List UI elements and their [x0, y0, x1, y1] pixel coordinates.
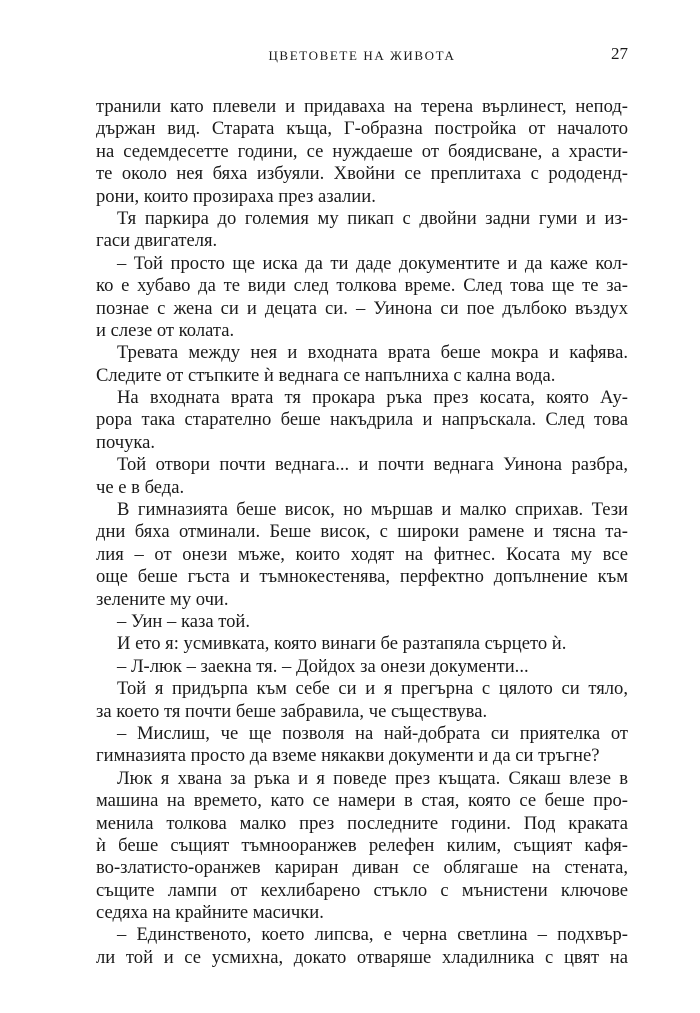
text-line: рони, които прозираха през азалии. [96, 185, 376, 207]
text-line: И ето я: усмивката, която винаги бе разтапяла сърцето ѝ. [117, 633, 567, 655]
text-line: държан вид. Старата къща, Г-образна постройка от началото [96, 118, 628, 140]
text-line: – Той просто ще иска да ти даде документите и да каже кол- [117, 252, 628, 274]
text-line: Люк я хвана за ръка и я поведе през къщата. Сякаш влезе в [117, 767, 628, 789]
text-line: Той я придърпа към себе си и я прегърна с цялото си тяло, [117, 678, 628, 700]
text-line: почука. [96, 431, 156, 453]
text-line: машина на времето, като се намери в стая, която се беше про- [96, 790, 628, 812]
text-line: менила толкова малко през последните години. Под краката [96, 812, 628, 834]
text-line: че е в беда. [96, 476, 185, 498]
body-text [96, 96, 628, 969]
text-line: В гимназията беше висок, но мършав и малко сприхав. Тези [117, 499, 628, 521]
text-line: ли той и се усмихна, докато отваряше хладилника с цвят на [96, 946, 628, 968]
text-line: – Уин – каза той. [117, 610, 250, 632]
text-line: Следите от стъпките ѝ веднага се напълниха с кална вода. [96, 364, 556, 386]
text-line: гимназията просто да вземе някакви документи и да си тръгне? [96, 745, 600, 767]
text-line: познае с жена си и децата си. – Уинона си пое дълбоко въздух [96, 297, 628, 319]
text-line: и слезе от колата. [96, 319, 235, 341]
text-line: седяха на крайните масички. [96, 902, 324, 924]
text-line: на седемдесетте години, се нуждаеше от боядисване, а храсти- [96, 140, 628, 162]
text-line: транили като плевели и придаваха на терена върлинест, непод- [96, 96, 628, 117]
text-line: още беше гъста и тъмнокестенява, перфектно допълнение към [96, 566, 628, 588]
text-line: същите лампи от кехлибарено стъкло с мънистени ключове [96, 879, 628, 901]
text-line: Той отвори почти веднага... и почти веднага Уинона разбра, [117, 454, 628, 476]
text-line: ѝ беше същият тъмнооранжев релефен килим, същият кафя- [96, 834, 628, 856]
page-number: 27 [611, 44, 628, 63]
text-line: ко е хубаво да те види след толкова време. След това ще те за- [96, 275, 628, 297]
text-line: – Мислиш, че ще позволя на най-добрата си приятелка от [117, 722, 628, 744]
running-head [96, 44, 628, 68]
text-line: Тя паркира до големия му пикап с двойни задни гуми и из- [117, 207, 628, 229]
running-title: ЦВЕТОВЕТЕ НА ЖИВОТА [268, 48, 456, 63]
text-line: гаси двигателя. [96, 230, 218, 252]
text-line: Тревата между нея и входната врата беше мокра и кафява. [117, 342, 628, 364]
text-line: во-златисто-оранжев кариран диван се облягаше на стената, [96, 857, 628, 879]
text-line: дни бяха отминали. Беше висок, с широки рамене и тясна та- [96, 521, 628, 543]
text-line: – Единственото, което липсва, е черна светлина – подхвър- [117, 924, 628, 946]
text-line: лия – от онези мъже, които ходят на фитнес. Косата му все [96, 543, 628, 565]
text-line: те около нея бяха избуяли. Хвойни се преплитаха с рододенд- [96, 163, 628, 185]
text-line: На входната врата тя прокара ръка през косата, която Ау- [117, 387, 628, 409]
text-line: – Л-люк – заекна тя. – Дойдох за онези документи... [117, 655, 529, 677]
text-line: за което тя почти беше забравила, че съществува. [96, 700, 488, 722]
text-line: зелените му очи. [96, 588, 229, 610]
text-line: рора така старателно беше накъдрила и напръскала. След това [96, 409, 628, 431]
